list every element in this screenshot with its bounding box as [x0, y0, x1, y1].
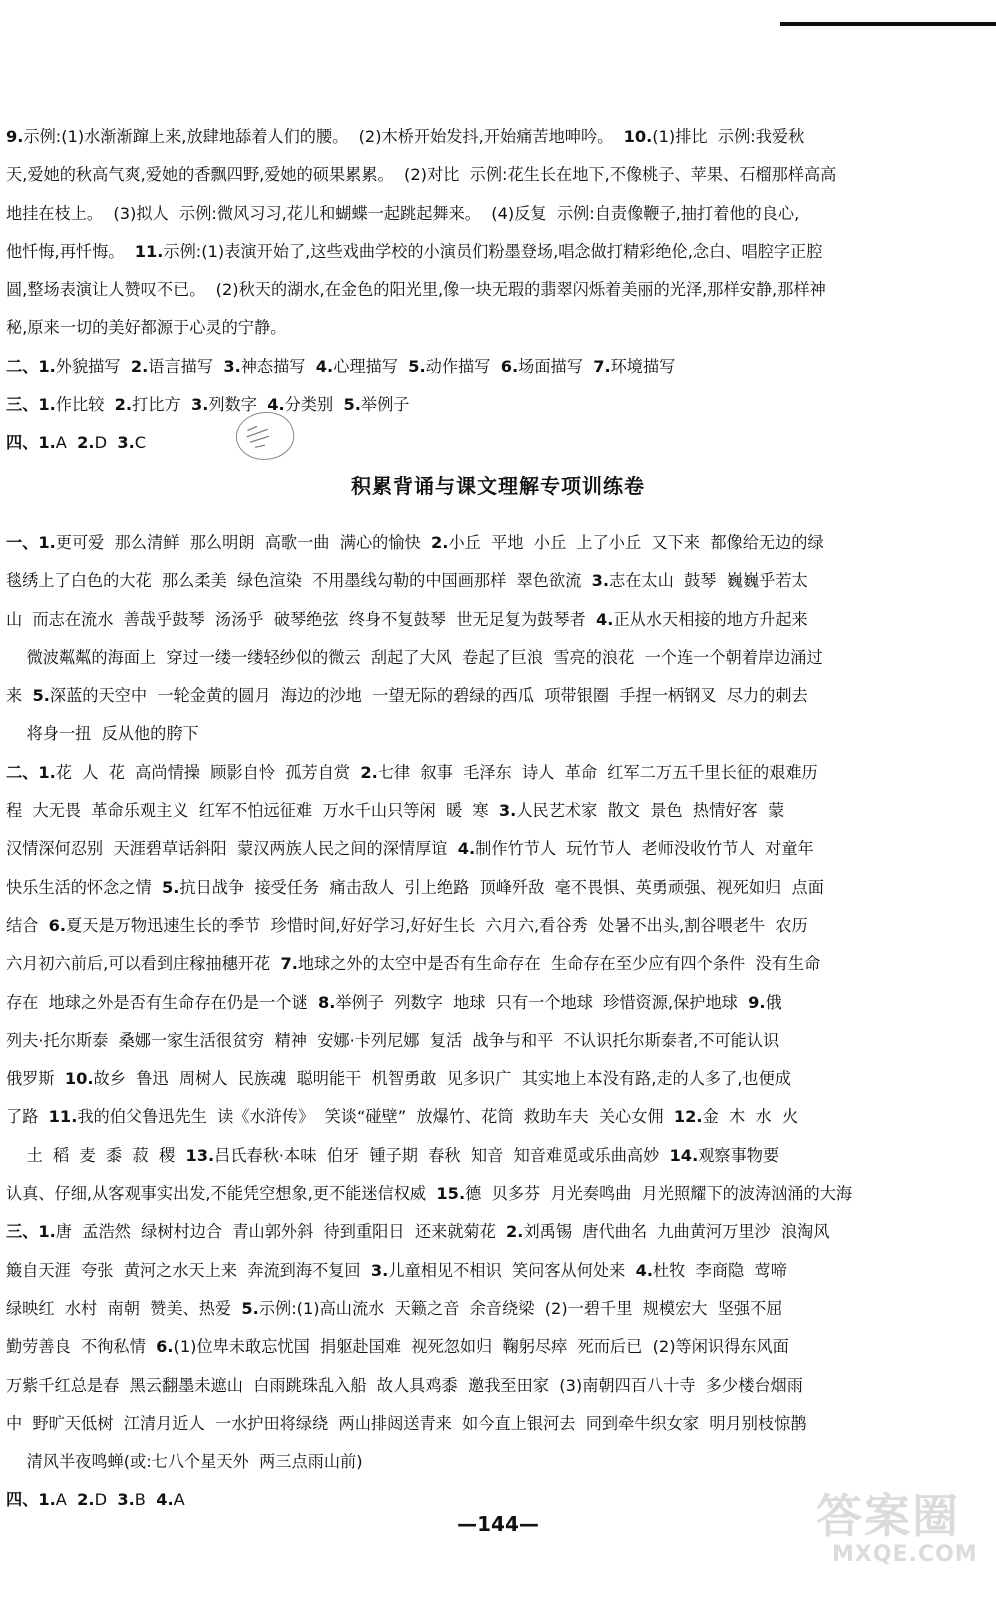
text-line: 中 野旷天低树 江清月近人 一水护田将绿绕 两山排闼送青来 如今直上银河去 同到牵牛织女家 明月别枝惊鹊	[6, 1413, 807, 1433]
text-line: 三、1.作比较 2.打比方 3.列数字 4.分类别 5.举例子	[6, 395, 410, 415]
text-line: 地挂在枝上。 (3)拟人 示例:微风习习,花儿和蝴蝶一起跳起舞来。 (4)反复 示例:自责像鞭子,抽打着他的良心,	[6, 203, 800, 223]
text-line: 列夫·托尔斯泰 桑娜一家生活很贫穷 精神 安娜·卡列尼娜 复活 战争与和平 不认识托尔斯泰者,不可能认识	[6, 1030, 780, 1050]
text-line: 六月初六前后,可以看到庄稼抽穗开花 7.地球之外的太空中是否有生命存在 生命存在至少应有四个条件 没有生命	[6, 954, 821, 974]
text-line: 了路 11.我的伯父鲁迅先生 读《水浒传》 笑谈“碰壁” 放爆竹、花筒 救助车夫 关心女佣 12.金 木 水 火	[6, 1107, 799, 1127]
text-line: 圆,整场表演让人赞叹不已。 (2)秋天的湖水,在金色的阳光里,像一块无瑕的翡翠闪烁着美丽的光泽,那样安静,那样神	[6, 280, 826, 300]
watermark-logo: 答案圈 MXQE.COM	[816, 1489, 978, 1567]
text-line: 勤劳善良 不徇私情 6.(1)位卑未敢忘忧国 捐躯赴国难 视死忽如归 鞠躬尽瘁 死而后已 (2)等闲识得东风面	[6, 1337, 789, 1357]
text-line: 认真、仔细,从客观事实出发,不能凭空想象,更不能迷信权威 15.德 贝多芬 月光奏鸣曲 月光照耀下的波涛汹涌的大海	[6, 1184, 853, 1204]
text-line: 程 大无畏 革命乐观主义 红军不怕远征难 万水千山只等闲 暖 寒 3.人民艺术家 散文 景色 热情好客 蒙	[6, 801, 785, 821]
text-line: 微波粼粼的海面上 穿过一缕一缕轻纱似的微云 刮起了大风 卷起了巨浪 雪亮的浪花 一个连一个朝着岸边涌过	[6, 647, 823, 667]
text-line: 结合 6.夏天是万物迅速生长的季节 珍惜时间,好好学习,好好生长 六月六,看谷秀 处暑不出头,割谷喂老牛 农历	[6, 915, 808, 935]
text-line: 快乐生活的怀念之情 5.抗日战争 接受任务 痛击敌人 引上绝路 顶峰歼敌 毫不畏惧、英勇顽强、视死如归 点面	[6, 877, 824, 897]
text-line: 将身一扭 反从他的胯下	[6, 724, 199, 744]
text-line: 土 稻 麦 黍 菽 稷 13.吕氏春秋·本味 伯牙 锺子期 春秋 知音 知音难觅或乐曲高妙 14.观察事物要	[6, 1145, 780, 1165]
top-rule	[780, 22, 996, 26]
text-line: 俄罗斯 10.故乡 鲁迅 周树人 民族魂 聪明能干 机智勇敢 见多识广 其实地上本没有路,走的人多了,也便成	[6, 1069, 791, 1089]
text-line: 汉情深何忍别 天涯碧草话斜阳 蒙汉两族人民之间的深情厚谊 4.制作竹节人 玩竹节人 老师没收竹节人 对童年	[6, 839, 814, 859]
text-line: 四、1.A 2.D 3.B 4.A	[6, 1490, 185, 1510]
text-line: 秘,原来一切的美好都源于心灵的宁静。	[6, 318, 287, 338]
text-line: 毯绣上了白色的大花 那么柔美 绿色渲染 不用墨线勾勒的中国画那样 翠色欲流 3.志在太山 鼓琴 巍巍乎若太	[6, 571, 808, 591]
text-line: 二、1.外貌描写 2.语言描写 3.神态描写 4.心理描写 5.动作描写 6.场面描写 7.环境描写	[6, 356, 676, 376]
text-line: 清风半夜鸣蝉(或:七八个星天外 两三点雨山前)	[6, 1452, 363, 1472]
page-number: —144—	[457, 1512, 539, 1536]
answers-section-b	[6, 524, 852, 1520]
text-line: 一、1.更可爱 那么清鲜 那么明朗 高歌一曲 满心的愉快 2.小丘 平地 小丘 上了小丘 又下来 都像给无边的绿	[6, 533, 824, 552]
text-line: 万紫千红总是春 黑云翻墨未遮山 白雨跳珠乱入船 故人具鸡黍 邀我至田家 (3)南朝四百八十寺 多少楼台烟雨	[6, 1375, 803, 1395]
text-line: 9.示例:(1)水渐渐蹿上来,放肆地舔着人们的腰。 (2)木桥开始发抖,开始痛苦地呻吟。 10.(1)排比 示例:我爱秋	[6, 127, 805, 146]
text-line: 簸自天涯 夸张 黄河之水天上来 奔流到海不复回 3.儿童相见不相识 笑问客从何处来 4.杜牧 李商隐 莺啼	[6, 1260, 787, 1280]
text-line: 绿映红 水村 南朝 赞美、热爱 5.示例:(1)高山流水 天籁之音 余音绕梁 (2)一碧千里 规模宏大 坚强不屈	[6, 1298, 783, 1318]
text-line: 天,爱她的秋高气爽,爱她的香飘四野,爱她的硕果累累。 (2)对比 示例:花生长在地下,不像桃子、苹果、石榴那样高高	[6, 165, 837, 185]
text-line: 四、1.A 2.D 3.C	[6, 433, 147, 453]
answers-section-a	[6, 118, 836, 463]
text-line: 存在 地球之外是否有生命存在仍是一个谜 8.举例子 列数字 地球 只有一个地球 珍惜资源,保护地球 9.俄	[6, 992, 782, 1012]
page-title: 积累背诵与课文理解专项训练卷	[351, 474, 645, 498]
text-line: 来 5.深蓝的天空中 一轮金黄的圆月 海边的沙地 一望无际的碧绿的西瓜 项带银圈 手捏一柄钢叉 尽力的刺去	[6, 686, 808, 706]
text-line: 山 而志在流水 善哉乎鼓琴 汤汤乎 破琴绝弦 终身不复鼓琴 世无足复为鼓琴者 4.正从水天相接的地方升起来	[6, 609, 808, 629]
text-line: 二、1.花 人 花 高尚情操 顾影自怜 孤芳自赏 2.七律 叙事 毛泽东 诗人 革命 红军二万五千里长征的艰难历	[6, 762, 818, 782]
text-line: 他忏悔,再忏悔。 11.示例:(1)表演开始了,这些戏曲学校的小演员们粉墨登场,唱念做打精彩绝伦,念白、唱腔字正腔	[6, 241, 823, 261]
text-line: 三、1.唐 孟浩然 绿树村边合 青山郭外斜 待到重阳日 还来就菊花 2.刘禹锡 唐代曲名 九曲黄河万里沙 浪淘风	[6, 1222, 830, 1242]
